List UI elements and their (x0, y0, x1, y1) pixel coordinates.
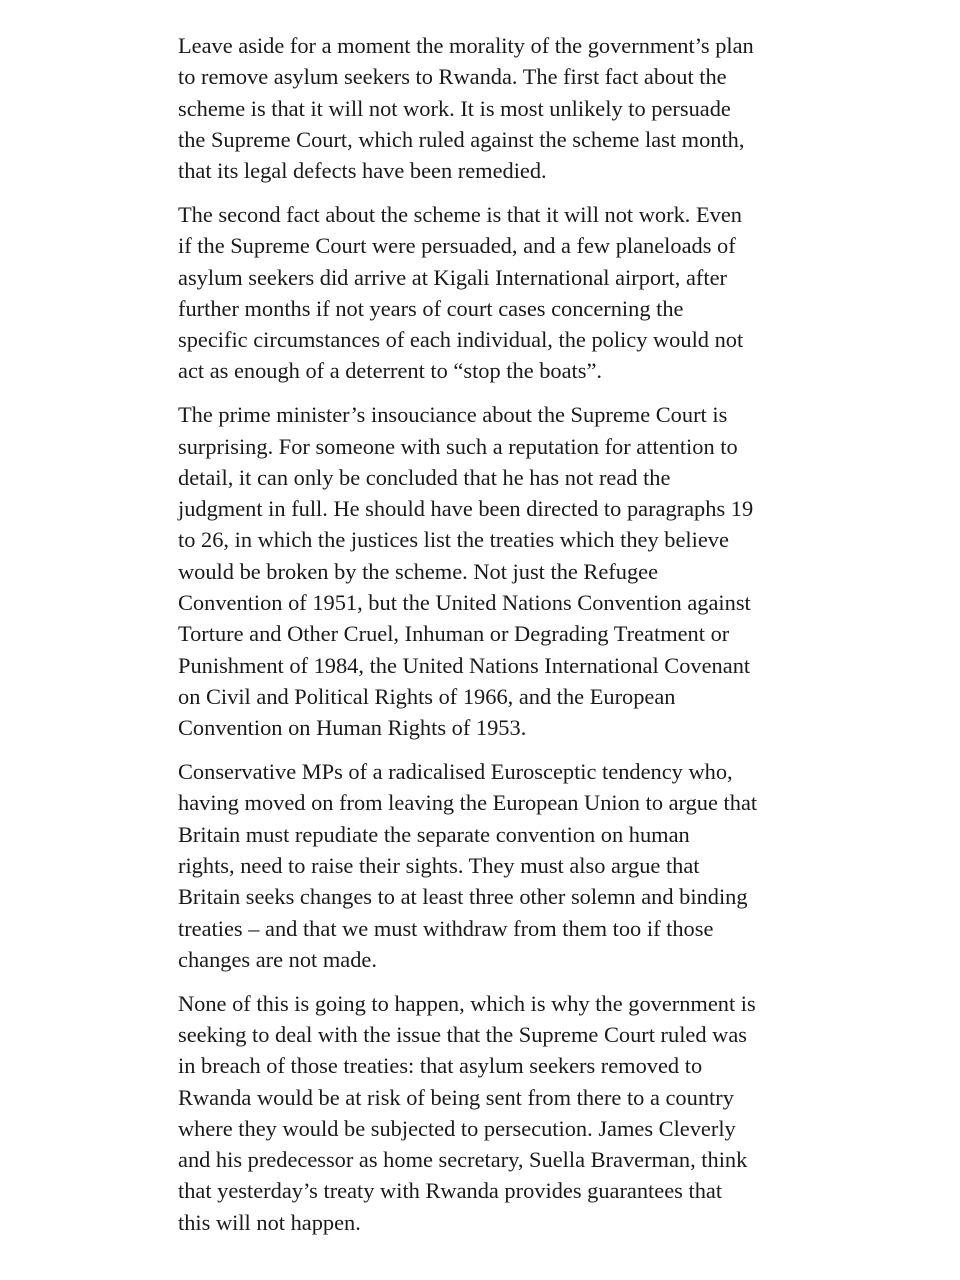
paragraph-line: The prime minister’s insouciance about the Supreme Court is (178, 402, 728, 428)
paragraph-line: detail, it can only be concluded that he has not read the (178, 464, 671, 490)
article-paragraph (178, 988, 790, 1238)
article-paragraph (178, 399, 790, 743)
paragraph-line: Convention on Human Rights of 1953. (178, 715, 527, 741)
paragraph-line: The second fact about the scheme is that it will not work. Even (178, 201, 742, 227)
paragraph-line: Punishment of 1984, the United Nations International Covenant (178, 652, 751, 678)
article-paragraph (178, 199, 790, 387)
paragraph-line: having moved on from leaving the European Union to argue that (178, 790, 758, 816)
paragraph-line: rights, need to raise their sights. They must also argue that (178, 852, 700, 878)
paragraph-line: and his predecessor as home secretary, Suella Braverman, think (178, 1147, 748, 1173)
article-paragraph (178, 30, 790, 186)
article-body (178, 30, 790, 1250)
paragraph-line: act as enough of a deterrent to “stop the boats”. (178, 358, 603, 384)
paragraph-line: specific circumstances of each individual, the policy would not (178, 327, 744, 353)
paragraph-line: that yesterday’s treaty with Rwanda provides guarantees that (178, 1178, 723, 1204)
paragraph-line: where they would be subjected to persecution. James Cleverly (178, 1115, 736, 1141)
paragraph-line: Convention of 1951, but the United Nations Convention against (178, 590, 751, 616)
paragraph-line: Torture and Other Cruel, Inhuman or Degrading Treatment or (178, 621, 730, 647)
paragraph-line: the Supreme Court, which ruled against the scheme last month, (178, 126, 745, 152)
paragraph-line: asylum seekers did arrive at Kigali International airport, after (178, 264, 727, 290)
paragraph-line: Britain must repudiate the separate convention on human (178, 821, 690, 847)
paragraph-line: to 26, in which the justices list the treaties which they believe (178, 527, 729, 553)
paragraph-line: that its legal defects have been remedied. (178, 158, 547, 184)
paragraph-line: changes are not made. (178, 946, 377, 972)
paragraph-line: scheme is that it will not work. It is most unlikely to persuade (178, 95, 731, 121)
paragraph-line: None of this is going to happen, which is why the government is (178, 990, 756, 1016)
paragraph-line: Leave aside for a moment the morality of the government’s plan (178, 33, 754, 58)
paragraph-line: if the Supreme Court were persuaded, and a few planeloads of (178, 233, 736, 259)
paragraph-line: Rwanda would be at risk of being sent from there to a country (178, 1084, 734, 1110)
paragraph-line: Conservative MPs of a radicalised Eurosceptic tendency who, (178, 759, 733, 785)
paragraph-line: this will not happen. (178, 1209, 361, 1235)
paragraph-line: surprising. For someone with such a reputation for attention to (178, 433, 738, 459)
paragraph-line: treaties – and that we must withdraw from them too if those (178, 915, 714, 941)
paragraph-line: to remove asylum seekers to Rwanda. The first fact about the (178, 64, 727, 90)
paragraph-line: in breach of those treaties: that asylum seekers removed to (178, 1053, 703, 1079)
paragraph-line: seeking to deal with the issue that the Supreme Court ruled was (178, 1021, 747, 1047)
paragraph-line: Britain seeks changes to at least three other solemn and binding (178, 884, 748, 910)
paragraph-line: on Civil and Political Rights of 1966, and the European (178, 683, 676, 709)
paragraph-line: would be broken by the scheme. Not just the Refugee (178, 558, 659, 584)
paragraph-line: further months if not years of court cases concerning the (178, 295, 684, 321)
article-paragraph (178, 756, 790, 975)
paragraph-line: judgment in full. He should have been directed to paragraphs 19 (178, 496, 754, 522)
